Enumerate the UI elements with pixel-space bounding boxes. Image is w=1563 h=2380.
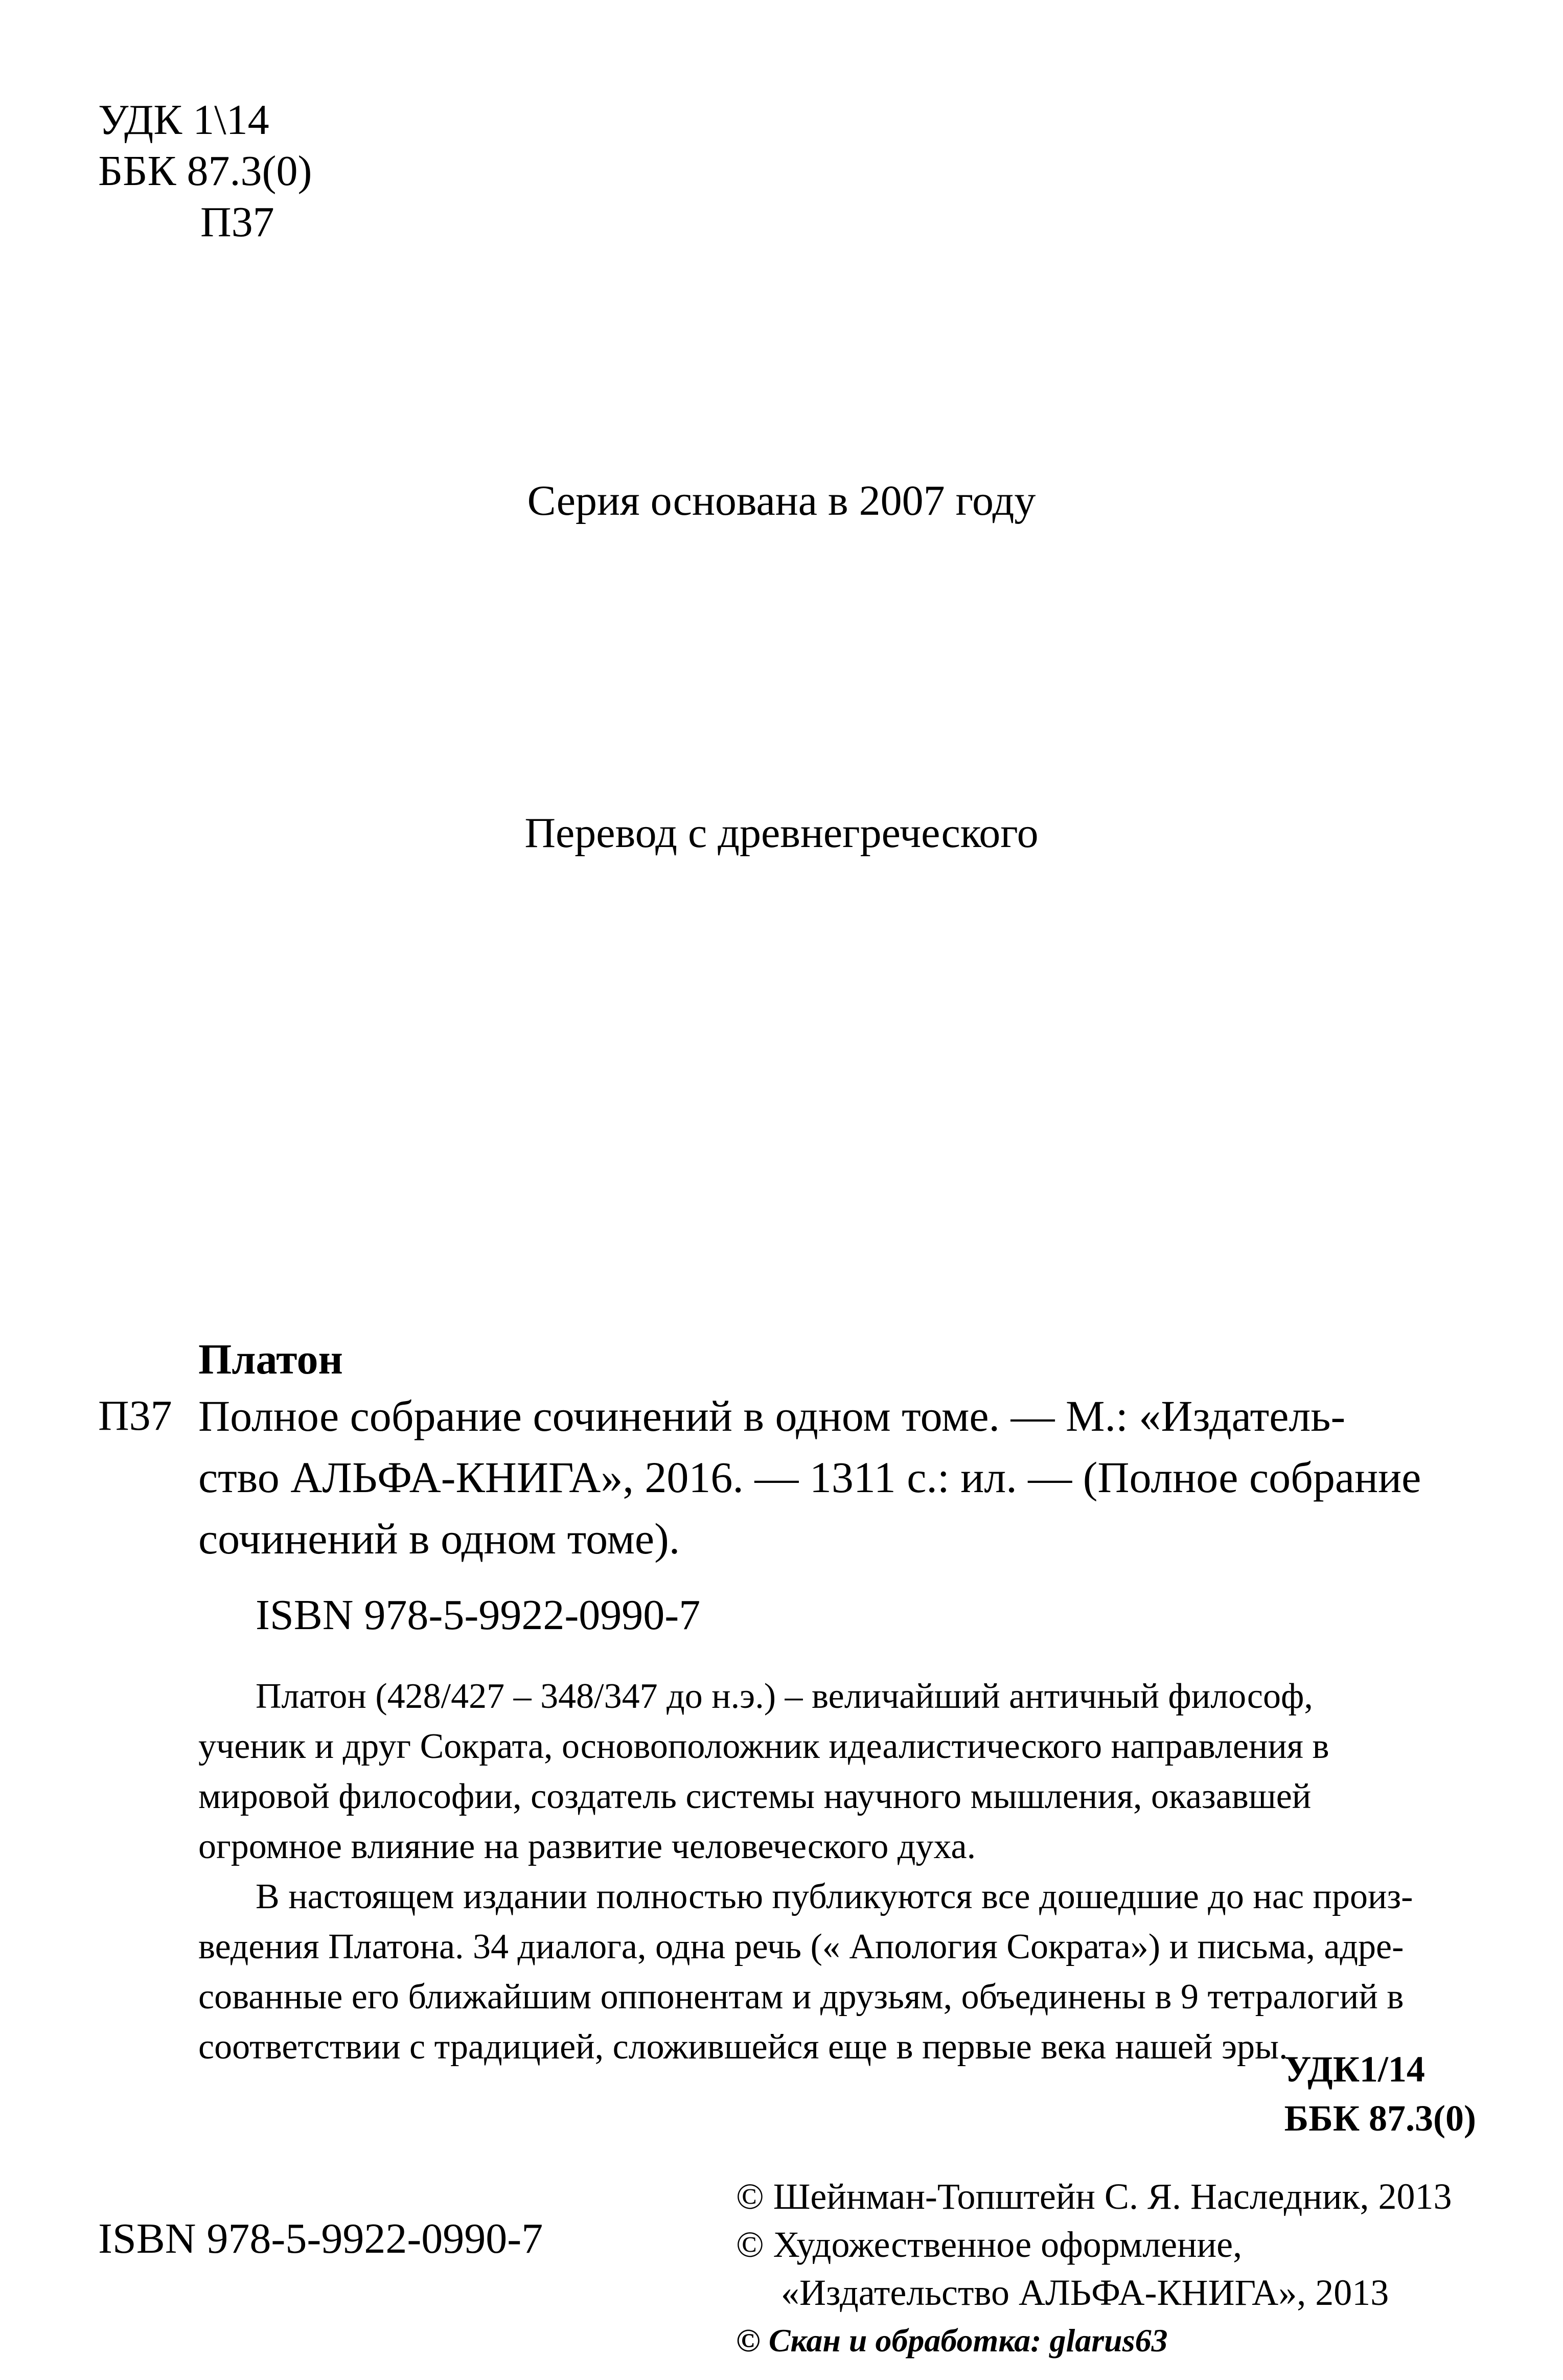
- author-mark: П37: [200, 198, 274, 246]
- classification-block: [98, 95, 312, 248]
- udk-code-bottom: УДК1/14: [1284, 2049, 1425, 2090]
- annotation-line: В настоящем издании полностью публикуются все дошедшие до нас произ-: [256, 1877, 1413, 1916]
- copyright-line: «Издательство АЛЬФА-КНИГА», 2013: [781, 2272, 1389, 2313]
- bib-line: сочинений в одном томе).: [198, 1514, 680, 1563]
- author-name: Платон: [198, 1336, 343, 1383]
- bib-line: ство АЛЬФА-КНИГА», 2016. — 1311 с.: ил. — (Полное собрание: [198, 1453, 1421, 1502]
- translation-note: Перевод с древнегреческого: [524, 809, 1039, 857]
- annotation-line: соответствии с традицией, сложившейся еще в первые века нашей эры.: [198, 2027, 1288, 2067]
- isbn-bottom: ISBN 978-5-9922-0990-7: [98, 2215, 543, 2262]
- annotation-line: Платон (428/427 – 348/347 до н.э.) – величайший античный философ,: [256, 1677, 1313, 1716]
- copyright-line: © Художественное оформление,: [736, 2224, 1243, 2265]
- series-note: Серия основана в 2007 году: [527, 477, 1036, 524]
- isbn-main: ISBN 978-5-9922-0990-7: [256, 1591, 701, 1639]
- copyright-block: [736, 2172, 1452, 2365]
- bibliographic-description: [198, 1385, 1476, 1569]
- author-mark-bib: П37: [98, 1392, 172, 1439]
- annotation-line: огромное влияние на развитие человеческого духа.: [198, 1827, 976, 1866]
- annotation: [198, 1672, 1476, 2072]
- bib-line: Полное собрание сочинений в одном томе. — М.: «Издатель-: [198, 1391, 1346, 1440]
- classification-bottom: [1284, 2045, 1476, 2143]
- bbk-code: ББК 87.3(0): [98, 147, 312, 195]
- annotation-line: ведения Платона. 34 диалога, одна речь (« Апология Сократа») и письма, адре-: [198, 1927, 1404, 1966]
- udk-code: УДК 1\14: [98, 96, 269, 144]
- annotation-line: сованные его ближайшим оппонентам и друзьям, объединены в 9 тетралогий в: [198, 1977, 1404, 2017]
- bbk-code-bottom: ББК 87.3(0): [1284, 2098, 1476, 2139]
- scan-credit: © Скан и обработка: glarus63: [736, 2322, 1168, 2359]
- annotation-line: ученик и друг Сократа, основоположник идеалистического направления в: [198, 1727, 1329, 1766]
- copyright-line: © Шейнман-Топштейн С. Я. Наследник, 2013: [736, 2176, 1452, 2217]
- annotation-line: мировой философии, создатель системы научного мышления, оказавшей: [198, 1777, 1312, 1816]
